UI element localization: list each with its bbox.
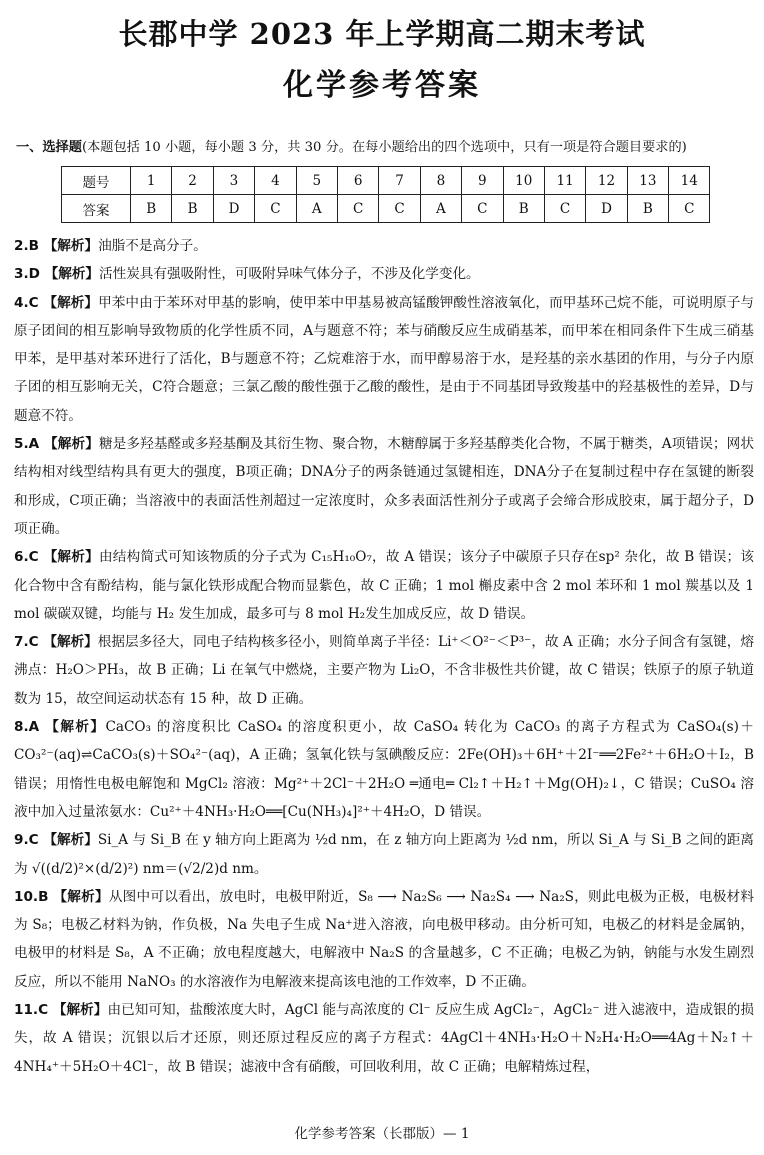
page-footer: 化学参考答案（长郡版）— 1 <box>294 1126 470 1142</box>
question-number-cell: 4 <box>255 167 296 195</box>
item-text: Si_A 与 Si_B 在 y 轴方向上距离为 ½d nm，在 z 轴方向上距离为 ½d nm，所以 Si_A 与 Si_B 之间的距离为 √((d/2)²×(d/2)²) nm＝(√2/2)d nm。 <box>14 832 754 877</box>
answer-cell: B <box>131 195 172 223</box>
question-number-cell: 12 <box>586 167 627 195</box>
item-lead: 4.C 【解析】 <box>14 294 99 311</box>
answer-cell: B <box>503 195 544 223</box>
explanation-item <box>14 826 754 883</box>
answer-cell: D <box>213 195 254 223</box>
item-text: CaCO₃ 的溶度积比 CaSO₄ 的溶度积更小，故 CaSO₄ 转化为 CaCO₃ 的离子方程式为 CaSO₄(s)＋CO₃²⁻(aq)⇌CaCO₃(s)＋SO₄²⁻(aq)，A 正确；氢氧化铁与氢碘酸反应：2Fe(OH)₃＋6H⁺＋2I⁻══2Fe²⁺＋6H₂O＋I₂，B 错误；用惰性电极电解饱和 MgCl₂ 溶液：Mg²⁺＋2Cl⁻＋2H₂O ═通电═ Cl₂↑＋H₂↑＋Mg(OH)₂↓，C 错误；CuSO₄ 溶液中加入过量浓氨水：Cu²⁺＋4NH₃·H₂O══[Cu(NH₃)₄]²⁺＋4H₂O，D 错误。 <box>14 719 754 820</box>
section-heading-label: 一、选择题 <box>16 140 82 155</box>
item-lead: 9.C 【解析】 <box>14 832 98 849</box>
item-lead: 8.A 【解析】 <box>14 719 106 736</box>
answer-cell: A <box>296 195 337 223</box>
answer-cell: C <box>337 195 378 223</box>
item-lead: 7.C 【解析】 <box>14 634 98 651</box>
question-number-cell: 9 <box>462 167 503 195</box>
item-text: 糖是多羟基醛或多羟基酮及其衍生物、聚合物，木糖醇属于多羟基醇类化合物，不属于糖类，A项错误；网状结构相对线型结构具有更大的强度，B项正确；DNA分子的两条链通过氢键相连，DNA分子在复制过程中存在氢键的断裂和形成，C项正确；当溶液中的表面活性剂超过一定浓度时，众多表面活性剂分子或离子会缔合形成胶束，属于超分子，D项正确。 <box>14 436 754 537</box>
item-text: 油脂不是高分子。 <box>98 238 207 254</box>
explanation-item <box>14 232 754 260</box>
question-number-cell: 2 <box>172 167 213 195</box>
answer-cell: B <box>172 195 213 223</box>
explanation-item <box>14 713 754 826</box>
explanation-item <box>14 628 754 713</box>
row-label-number: 题号 <box>62 167 131 195</box>
question-number-cell: 14 <box>669 167 710 195</box>
answer-table-answer-row <box>62 195 710 223</box>
item-lead: 11.C 【解析】 <box>14 1002 108 1019</box>
section-heading <box>16 136 756 155</box>
explanation-item <box>14 543 754 628</box>
explanation-item <box>14 883 754 996</box>
section-heading-note: (本题包括 10 小题，每小题 3 分，共 30 分。在每小题给出的四个选项中，只有一项是符合题目要求的) <box>81 140 687 155</box>
answer-cell: C <box>669 195 710 223</box>
explanation-item <box>14 289 754 430</box>
question-number-cell: 1 <box>131 167 172 195</box>
page-title: 长郡中学 2023 年上学期高二期末考试 <box>118 17 646 51</box>
question-number-cell: 7 <box>379 167 420 195</box>
answer-cell: C <box>462 195 503 223</box>
item-lead: 10.B 【解析】 <box>14 888 109 905</box>
item-text: 由结构简式可知该物质的分子式为 C₁₅H₁₀O₇，故 A 错误；该分子中碳原子只存在sp² 杂化，故 B 错误；该化合物中含有酚结构，能与氯化铁形成配合物而显紫色，故 C 正确；1 mol 槲皮素中含 2 mol 苯环和 1 mol 羰基以及 1 mol 碳碳双键，均能与 H₂ 发生加成，最多可与 8 mol H₂发生加成反应，故 D 错误。 <box>14 549 754 622</box>
item-lead: 5.A 【解析】 <box>14 436 99 453</box>
explanation-list <box>14 232 754 1081</box>
question-number-cell: 5 <box>296 167 337 195</box>
answer-table <box>61 166 710 223</box>
question-number-cell: 8 <box>420 167 461 195</box>
answer-cell: C <box>255 195 296 223</box>
explanation-item <box>14 996 754 1081</box>
page-subtitle: 化学参考答案 <box>283 68 481 103</box>
question-number-cell: 10 <box>503 167 544 195</box>
item-text: 根据层多径大，同电子结构核多径小，则简单离子半径：Li⁺＜O²⁻＜P³⁻，故 A 正确；水分子间含有氢键，熔沸点：H₂O＞PH₃，故 B 正确；Li 在氧气中燃烧，主要产物为 Li₂O，不含非极性共价键，故 C 错误；铁原子的原子轨道数为 15，故空间运动状态有 15 种，故 D 正确。 <box>14 634 754 707</box>
answer-table-number-row <box>62 167 710 195</box>
answer-cell: B <box>627 195 668 223</box>
answer-cell: C <box>379 195 420 223</box>
question-number-cell: 6 <box>337 167 378 195</box>
question-number-cell: 11 <box>544 167 585 195</box>
explanation-item <box>14 260 754 288</box>
item-text: 活性炭具有强吸附性，可吸附异味气体分子，不涉及化学变化。 <box>99 266 480 283</box>
explanation-item <box>14 430 754 543</box>
item-text: 从图中可以看出，放电时，电极甲附近，S₈ ⟶ Na₂S₆ ⟶ Na₂S₄ ⟶ Na₂S，则此电极为正极，电极材料为 S₈；电极乙材料为钠，作负极，Na 失电子生成 Na⁺进入溶液，向电极甲移动。由分析可知，电极乙的材料是金属钠，电极甲的材料是 S₈，A 不正确；放电程度越大，电解液中 Na₂S 的含量越多，C 不正确；电极乙为钠，钠能与水发生剧烈反应，所以不能用 NaNO₃ 的水溶液作为电解液来提高该电池的工作效率，D 不正确。 <box>14 888 754 990</box>
item-lead: 3.D 【解析】 <box>14 266 100 283</box>
question-number-cell: 3 <box>213 167 254 195</box>
item-text: 甲苯中由于苯环对甲基的影响，使甲苯中甲基易被高锰酸钾酸性溶液氧化，而甲基环己烷不能，可说明原子与原子团间的相互影响导致物质的化学性质不同，A与题意不符；苯与硝酸反应生成硝基苯，而甲苯在相同条件下生成三硝基甲苯，是甲基对苯环进行了活化，B与题意不符；乙烷难溶于水，而甲醇易溶于水，是羟基的亲水基团的作用，与分子内原子团的相互影响无关，C符合题意；三氯乙酸的酸性强于乙酸的酸性，是由于不同基团导致羧基中的羟基极性的差异，D与题意不符。 <box>14 294 754 424</box>
item-lead: 6.C 【解析】 <box>14 549 99 566</box>
answer-cell: C <box>544 195 585 223</box>
answer-cell: A <box>420 195 461 223</box>
question-number-cell: 13 <box>627 167 668 195</box>
item-lead: 2.B 【解析】 <box>14 238 99 254</box>
row-label-answer: 答案 <box>62 195 131 223</box>
item-text: 由已知可知，盐酸浓度大时，AgCl 能与高浓度的 Cl⁻ 反应生成 AgCl₂⁻，AgCl₂⁻ 进入滤液中，造成银的损失，故 A 错误；沉银以后才还原，则还原过程反应的离子方程式：4AgCl＋4NH₃·H₂O＋N₂H₄·H₂O══4Ag＋N₂↑＋4NH₄⁺＋5H₂O＋4Cl⁻，故 B 错误；滤液中含有硝酸，可回收利用，故 C 正确；电解精炼过程， <box>14 1002 754 1075</box>
answer-cell: D <box>586 195 627 223</box>
